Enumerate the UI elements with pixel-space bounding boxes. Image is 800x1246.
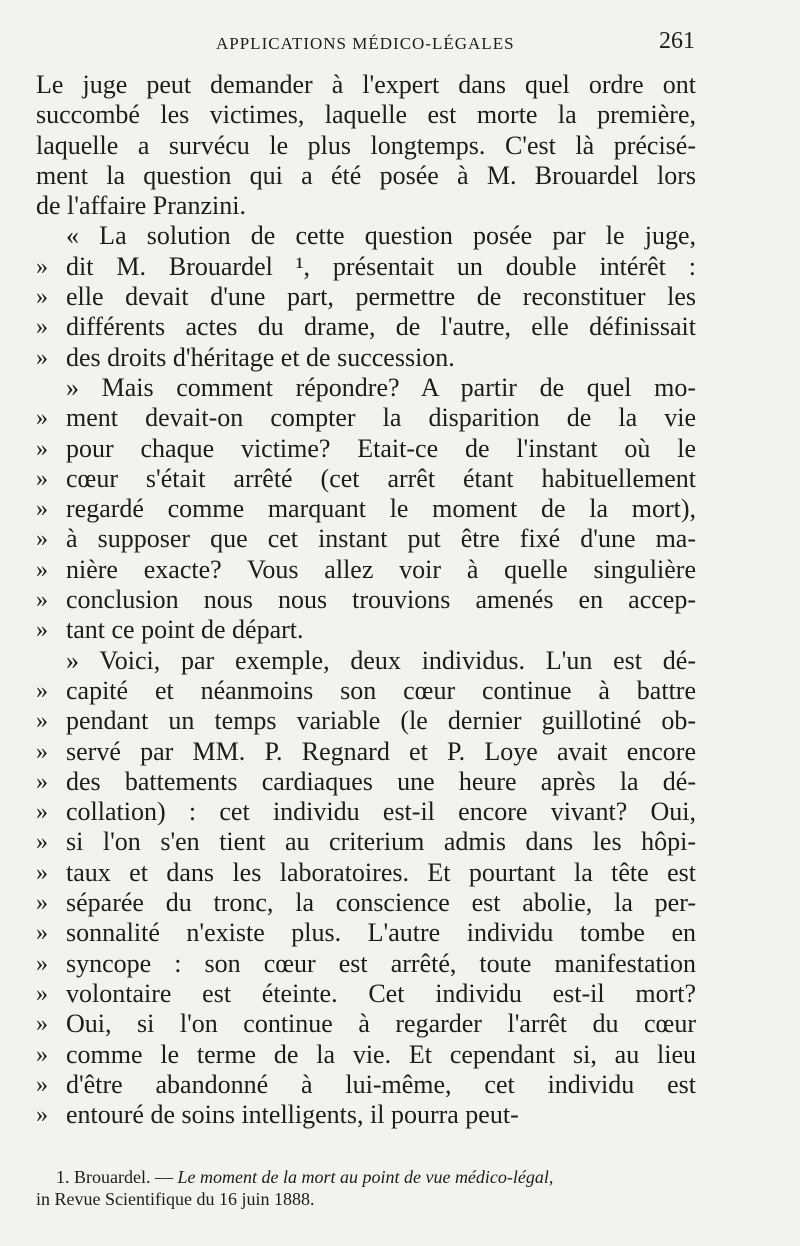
text-line (36, 1009, 696, 1039)
text-line (36, 827, 696, 857)
line-text: elle devait d'une part, permettre de reconstituer les (66, 282, 696, 312)
line-text: regardé comme marquant le moment de la mort), (66, 494, 696, 524)
footnote-line (36, 1166, 696, 1188)
quote-mark: » (36, 859, 48, 886)
line-text: servé par MM. P. Regnard et P. Loye avait encore (66, 736, 696, 766)
line-text: volontaire est éteinte. Cet individu est-il mort? (66, 978, 696, 1008)
text-line (36, 767, 696, 797)
line-text: » Voici, par exemple, deux individus. L'un est dé- (66, 645, 696, 675)
text-line (36, 555, 696, 585)
line-text: séparée du tronc, la conscience est abolie, la per- (66, 888, 696, 918)
quote-mark: » (36, 314, 48, 341)
running-title: APPLICATIONS MÉDICO-LÉGALES (216, 34, 515, 53)
text-line (36, 494, 696, 524)
text-line (36, 373, 696, 403)
body-text (36, 70, 696, 1130)
page-number: 261 (659, 28, 695, 54)
text-line (36, 737, 696, 767)
quote-mark: » (36, 890, 48, 917)
text-line (36, 646, 696, 676)
text-line (36, 524, 696, 554)
text-line (36, 161, 696, 191)
text-line (36, 221, 696, 251)
paragraph (36, 646, 696, 1131)
line-text: Oui, si l'on continue à regarder l'arrêt du cœur (66, 1009, 696, 1039)
text-line (36, 888, 696, 918)
line-text: des battements cardiaques une heure après la dé- (66, 766, 696, 796)
text-line (36, 312, 696, 342)
line-text: pour chaque victime? Etait-ce de l'instant où le (66, 433, 696, 463)
line-text: nière exacte? Vous allez voir à quelle singulière (66, 554, 696, 584)
text-line (36, 131, 696, 161)
line-text: Le juge peut demander à l'expert dans quel ordre ont (36, 70, 696, 99)
page-header (36, 30, 695, 58)
text-line (36, 949, 696, 979)
text-line (36, 858, 696, 888)
quote-mark: » (36, 587, 48, 614)
text-line (36, 403, 696, 433)
quote-mark: » (36, 344, 48, 371)
line-text: collation) : cet individu est-il encore vivant? Oui, (66, 797, 696, 827)
quote-mark: » (36, 768, 48, 795)
quote-mark: » (36, 465, 48, 492)
quote-mark: » (36, 1071, 48, 1098)
quote-mark: » (36, 920, 48, 947)
quote-mark: » (36, 799, 48, 826)
text-line (36, 252, 696, 282)
line-text: conclusion nous nous trouvions amenés en accep- (66, 585, 696, 615)
quote-mark: » (36, 738, 48, 765)
line-text: taux et dans les laboratoires. Et pourtant la tête est (66, 857, 696, 887)
quote-mark: » (36, 556, 48, 583)
footnote-author: Brouardel. — (74, 1167, 173, 1187)
footnote-number: 1. (56, 1167, 70, 1187)
quote-mark: » (36, 950, 48, 977)
text-line (36, 464, 696, 494)
text-line (36, 282, 696, 312)
text-line (36, 797, 696, 827)
quote-mark: » (36, 677, 48, 704)
quote-mark: » (36, 405, 48, 432)
line-text: à supposer que cet instant put être fixé d'une ma- (66, 524, 696, 554)
line-text: « La solution de cette question posée par le juge, (66, 221, 696, 251)
text-line (36, 191, 696, 221)
line-text: succombé les victimes, laquelle est morte la première, (36, 100, 696, 130)
text-line (36, 676, 696, 706)
footnotes (36, 1166, 696, 1210)
line-text: syncope : son cœur est arrêté, toute manifestation (66, 948, 696, 978)
line-text: pendant un temps variable (le dernier guillotiné ob- (66, 706, 696, 736)
line-text: entouré de soins intelligents, il pourra peut- (66, 1100, 519, 1130)
footnote-title: Le moment de la mort au point de vue médico-légal, (177, 1167, 554, 1187)
paragraph (36, 221, 696, 372)
line-text: capité et néanmoins son cœur continue à battre (66, 675, 696, 705)
quote-mark: » (36, 980, 48, 1007)
quote-mark: » (36, 617, 48, 644)
paragraph (36, 70, 696, 221)
quote-mark: » (36, 1041, 48, 1068)
quote-mark: » (36, 526, 48, 553)
line-text: différents actes du drame, de l'autre, elle définissait (66, 312, 696, 342)
line-text: si l'on s'en tient au criterium admis dans les hôpi- (66, 827, 696, 857)
paragraph (36, 373, 696, 646)
text-line (36, 434, 696, 464)
quote-mark: » (36, 1102, 48, 1129)
line-text: dit M. Brouardel ¹, présentait un double intérêt : (66, 251, 696, 281)
text-line (36, 1100, 696, 1130)
quote-mark: » (36, 435, 48, 462)
text-line (36, 70, 696, 100)
text-line (36, 706, 696, 736)
line-text: sonnalité n'existe plus. L'autre individu tombe en (66, 918, 696, 948)
text-line (36, 918, 696, 948)
quote-mark: » (36, 708, 48, 735)
line-text: ment la question qui a été posée à M. Brouardel lors (36, 160, 696, 190)
line-text: des droits d'héritage et de succession. (66, 342, 455, 372)
text-line (36, 979, 696, 1009)
quote-mark: » (36, 496, 48, 523)
text-line (36, 1040, 696, 1070)
text-line (36, 1070, 696, 1100)
text-line (36, 615, 696, 645)
line-text: laquelle a survécu le plus longtemps. C'est là précisé- (36, 130, 696, 160)
text-line (36, 100, 696, 130)
text-line (36, 343, 696, 373)
line-text: » Mais comment répondre? A partir de quel mo- (66, 372, 696, 402)
line-text: tant ce point de départ. (66, 615, 304, 645)
quote-mark: » (36, 284, 48, 311)
line-text: de l'affaire Pranzini. (36, 191, 246, 221)
quote-mark: » (36, 253, 48, 280)
text-line (36, 585, 696, 615)
quote-mark: » (36, 1011, 48, 1038)
line-text: cœur s'était arrêté (cet arrêt étant habituellement (66, 463, 696, 493)
line-text: comme le terme de la vie. Et cependant si, au lieu (66, 1039, 696, 1069)
line-text: d'être abandonné à lui-même, cet individu est (66, 1069, 696, 1099)
quote-mark: » (36, 829, 48, 856)
line-text: ment devait-on compter la disparition de la vie (66, 403, 696, 433)
footnote-source: in Revue Scientifique du 16 juin 1888. (36, 1189, 315, 1209)
